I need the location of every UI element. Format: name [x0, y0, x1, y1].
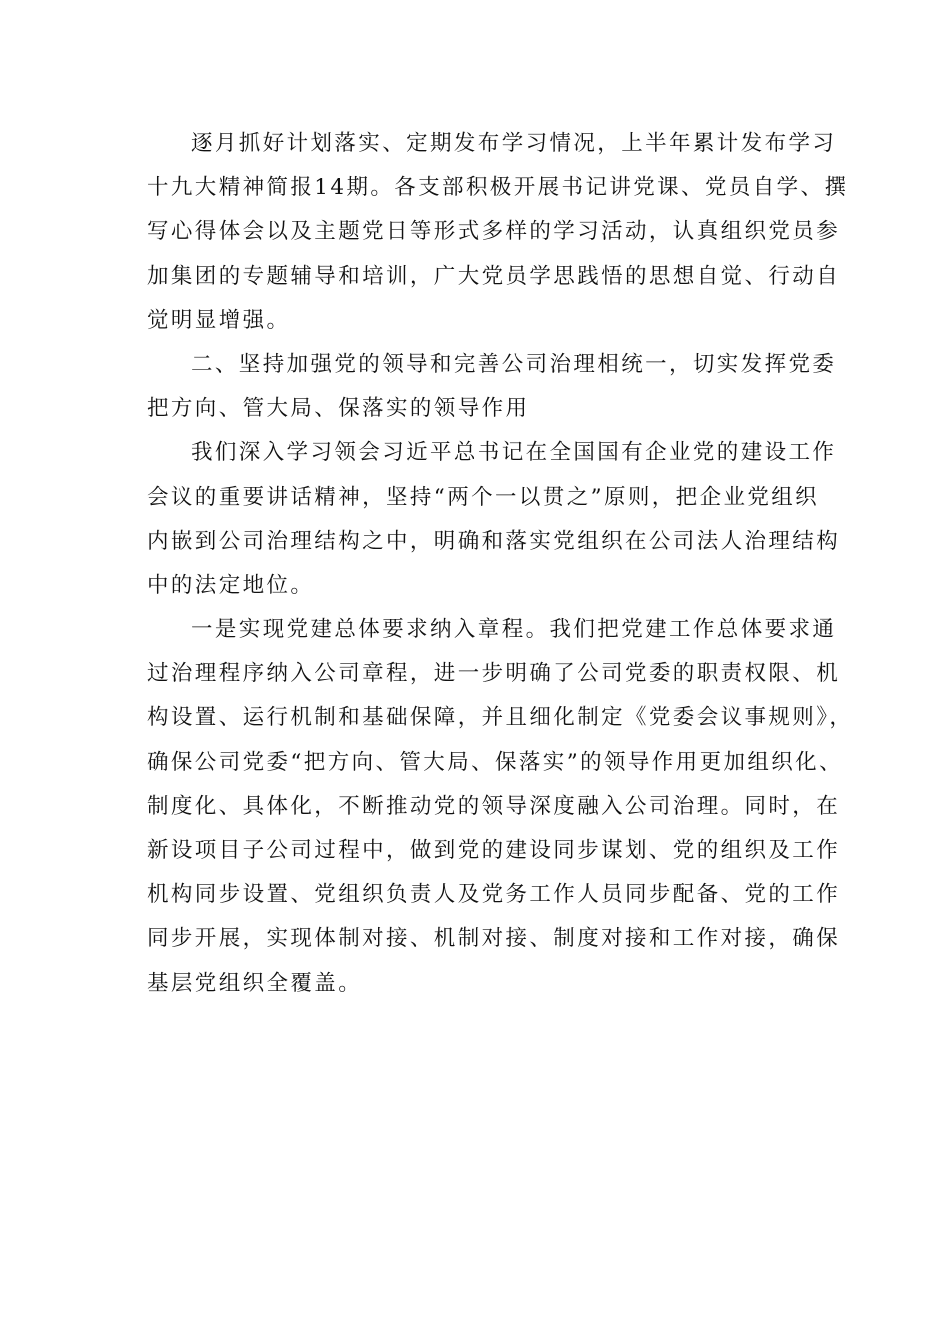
text-line: 会议的重要讲话精神，坚持“两个一以贯之”原则，把企业党组织 [147, 484, 820, 510]
text-line: 二、坚持加强党的领导和完善公司治理相统一，切实发挥党委 [191, 351, 837, 377]
text-line: 把方向、管大局、保落实的领导作用 [147, 396, 530, 422]
text-line: 构设置、运行机制和基础保障，并且细化制定《党委会议事规则》， [147, 705, 854, 731]
text-line: 我们深入学习领会习近平总书记在全国国有企业党的建设工作 [191, 440, 837, 466]
paragraph-deep-study [147, 431, 841, 608]
text-line: 中的法定地位。 [147, 572, 315, 598]
document-body [147, 122, 854, 1006]
text-line: 加集团的专题辅导和培训，广大党员学思践悟的思想自觉、行动自 [147, 263, 841, 289]
text-line: 新设项目子公司过程中，做到党的建设同步谋划、党的组织及工作 [147, 838, 841, 863]
section-heading-two [147, 343, 837, 431]
paragraph-study-progress [147, 122, 849, 343]
text-line: 确保公司党委“把方向、管大局、保落实”的领导作用更加组织化、 [147, 749, 843, 775]
text-line: 十九大精神简报14期。各支部积极开展书记讲党课、党员自学、撰 [147, 175, 849, 201]
paragraph-party-charter [147, 608, 854, 1006]
text-line: 基层党组织全覆盖。 [147, 970, 363, 996]
text-line: 同步开展，实现体制对接、机制对接、制度对接和工作对接，确保 [147, 926, 841, 952]
text-line: 过治理程序纳入公司章程，进一步明确了公司党委的职责权限、机 [147, 661, 841, 687]
text-line: 一是实现党建总体要求纳入章程。我们把党建工作总体要求通 [191, 617, 837, 643]
text-line: 逐月抓好计划落实、定期发布学习情况，上半年累计发布学习 [191, 131, 837, 156]
text-line: 机构同步设置、党组织负责人及党务工作人员同步配备、党的工作 [147, 882, 841, 908]
text-line: 写心得体会以及主题党日等形式多样的学习活动，认真组织党员参 [147, 219, 841, 245]
text-line: 制度化、具体化，不断推动党的领导深度融入公司治理。同时，在 [147, 793, 841, 819]
text-line: 内嵌到公司治理结构之中，明确和落实党组织在公司法人治理结构 [147, 528, 841, 554]
text-line: 觉明显增强。 [147, 307, 291, 333]
